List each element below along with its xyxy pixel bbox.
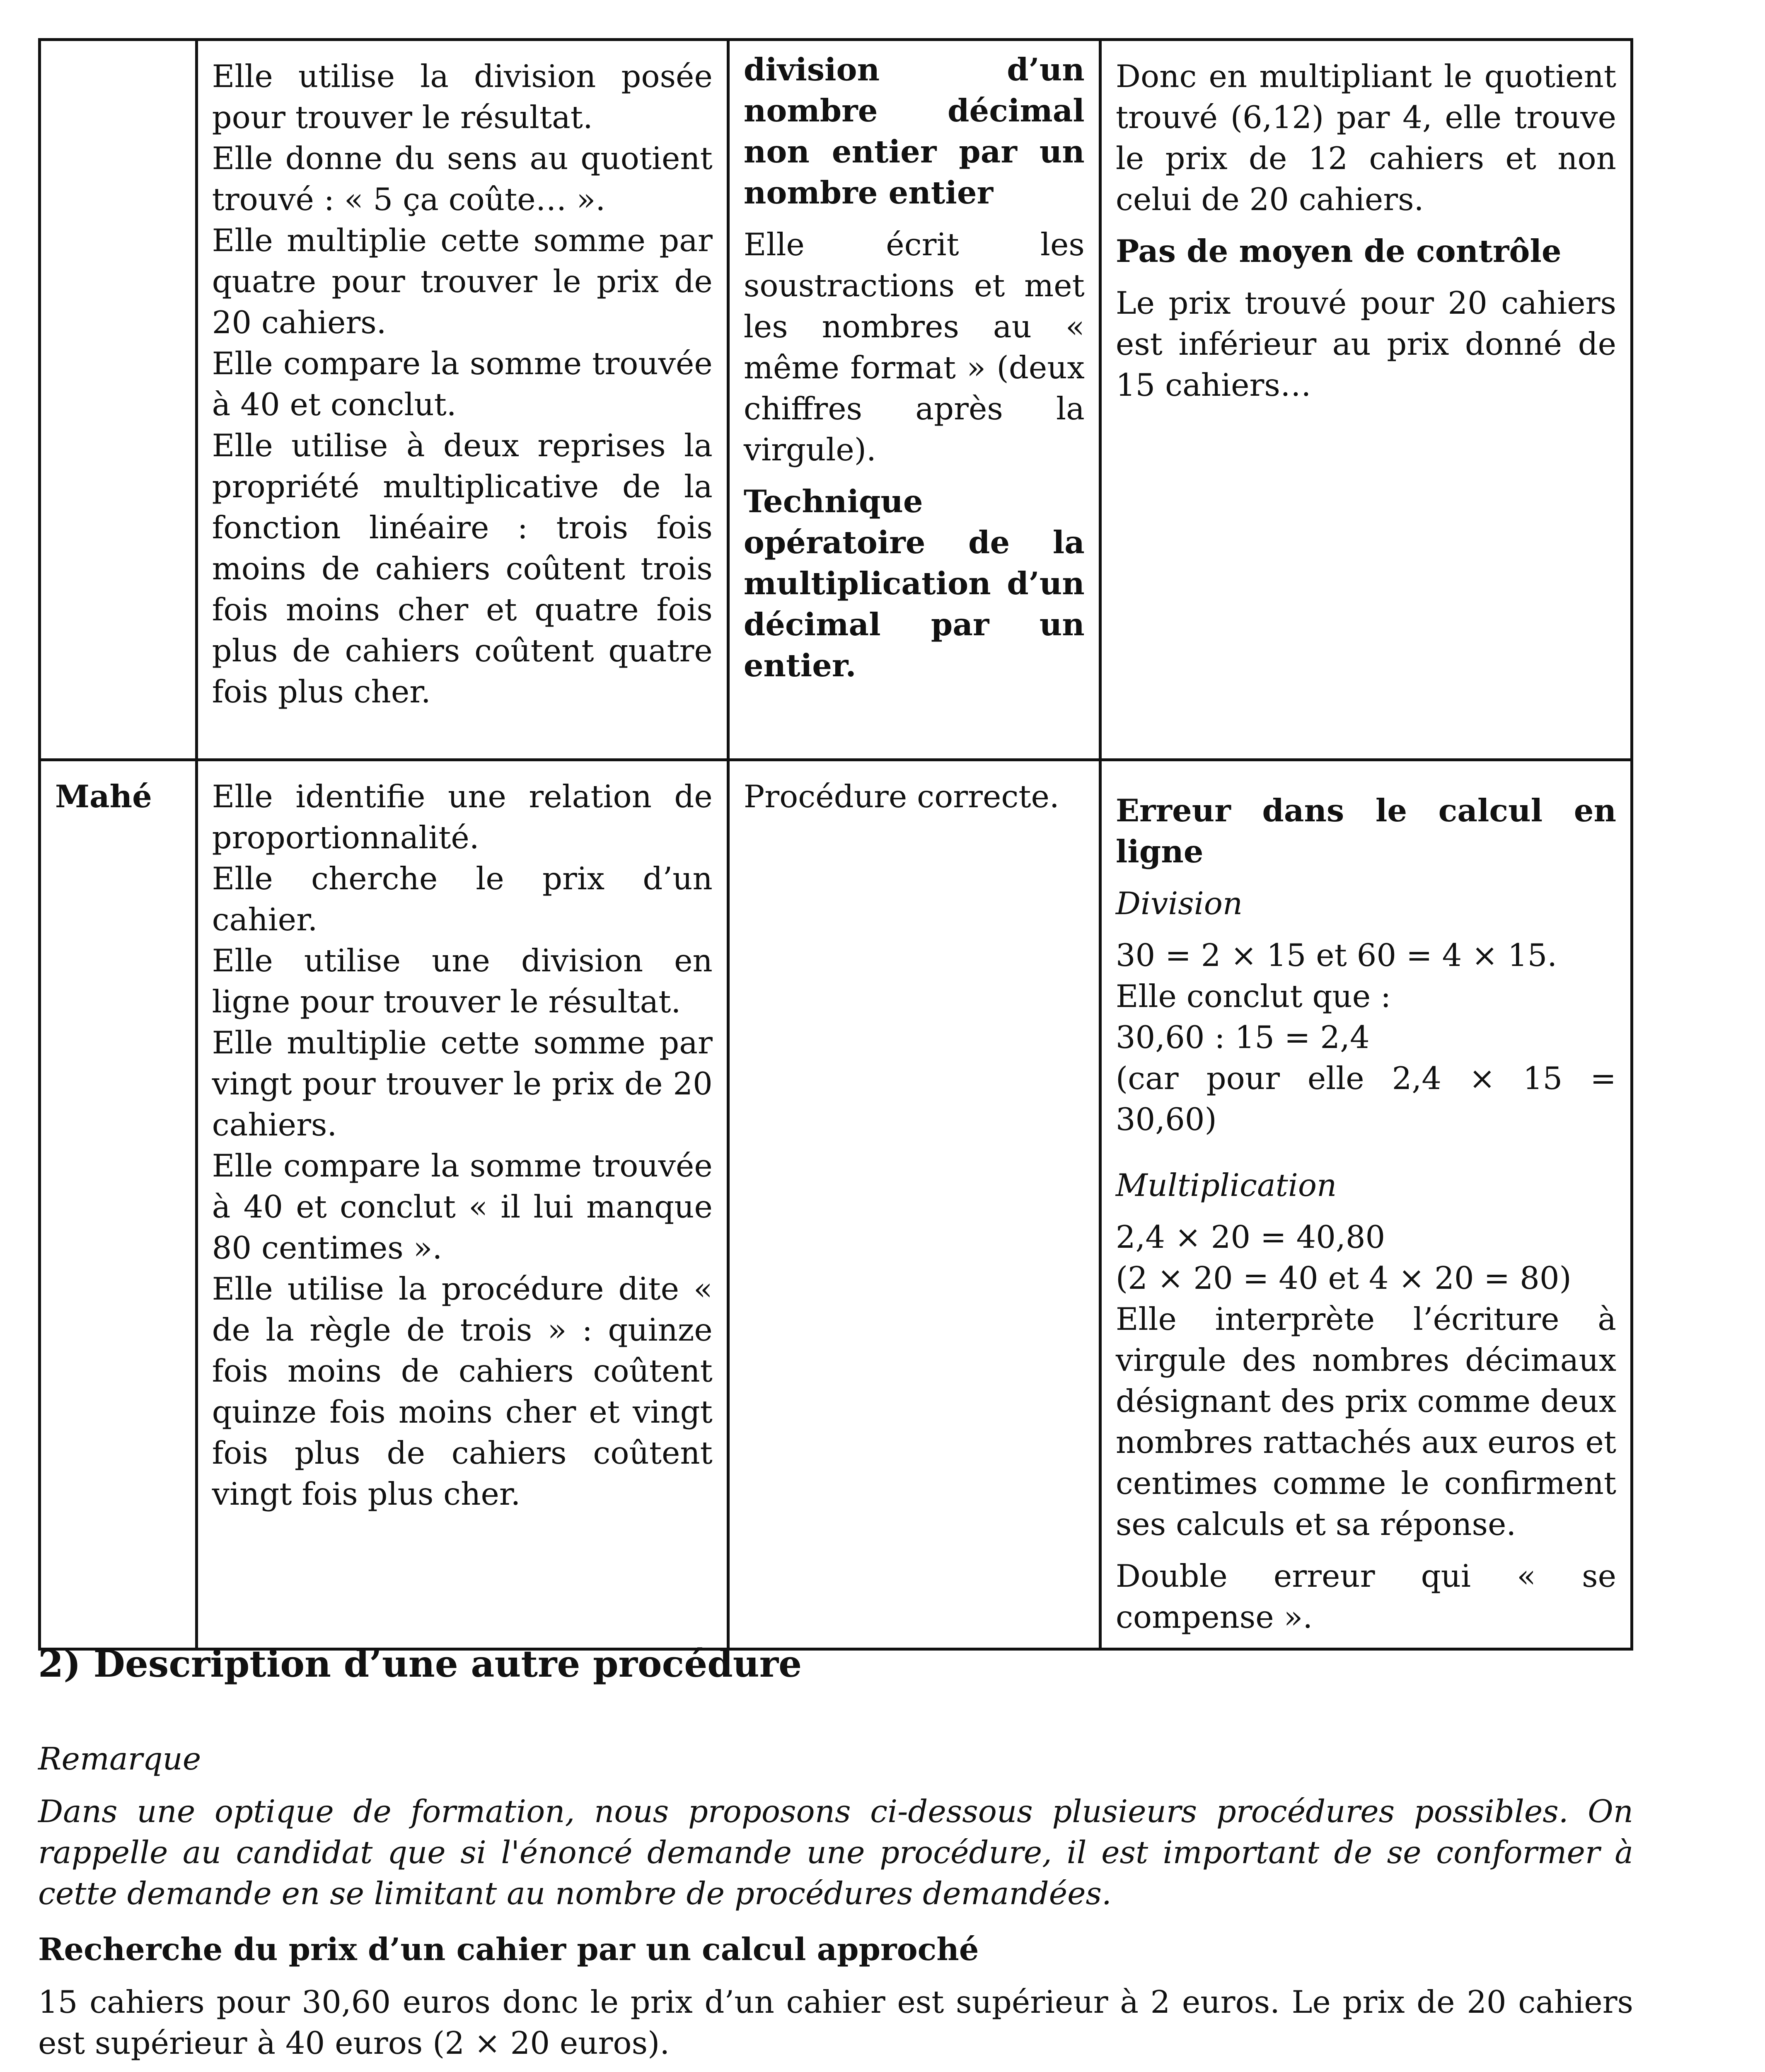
procedure-line: Elle multiplie cette somme par quatre pour trouver le prix de 20 cahiers. — [212, 222, 713, 341]
student-name-cell — [40, 40, 197, 760]
error-text: Donc en multipliant le quotient trouvé (6,12) par 4, elle trouve le prix de 12 cahiers et non celui de 20 cahiers. — [1115, 58, 1616, 218]
error-heading: Erreur dans le calcul en ligne — [1115, 792, 1616, 870]
remark-label: Remarque — [38, 1740, 201, 1777]
error-subheading: Division — [1115, 885, 1243, 922]
procedure-line: Elle identifie une relation de proportionnalité. — [212, 778, 713, 856]
error-equation: 2,4 × 20 = 40,80 — [1115, 1219, 1385, 1255]
procedure-cell — [196, 760, 728, 1649]
procedure-title: Recherche du prix d’un cahier par un calcul approché — [38, 1931, 979, 1968]
remark-block — [38, 1738, 1633, 1914]
procedure-line: Elle donne du sens au quotient trouvé : « 5 ça coûte… ». — [212, 140, 713, 218]
procedure-line: Elle compare la somme trouvée à 40 et conclut. — [212, 345, 713, 423]
analysis-table — [38, 38, 1633, 1651]
table-row — [40, 40, 1632, 760]
error-equation: (2 × 20 = 40 et 4 × 20 = 80) — [1115, 1260, 1572, 1296]
knowledge-text: Elle écrit les soustractions et met les nombres au « même format » (deux chiffres après la virgule). — [743, 226, 1085, 468]
knowledge-cell: Procédure correcte. — [728, 760, 1100, 1649]
error-text: Elle conclut que : — [1115, 978, 1391, 1014]
procedure-line: Elle utilise la procédure dite « de la règle de trois » : quinze fois moins de cahiers coûtent quinze fois moins cher et vingt fois plus de cahiers coûtent vingt fois plus cher. — [212, 1271, 713, 1512]
error-subheading: Multiplication — [1115, 1167, 1337, 1203]
knowledge-heading: Technique opératoire de la multiplication d’un décimal par un entier. — [743, 483, 1085, 684]
section-title: 2) Description d’une autre procédure — [38, 1642, 802, 1685]
knowledge-cell — [728, 40, 1100, 760]
error-equation: 30,60 : 15 = 2,4 — [1115, 1019, 1370, 1055]
procedure-text: 15 cahiers pour 30,60 euros donc le prix d’un cahier est supérieur à 2 euros. Le prix de 20 cahiers est supérieur à 40 euros (2 × 20 euros). — [38, 1984, 1633, 2061]
error-heading: Pas de moyen de contrôle — [1115, 233, 1562, 269]
error-text: Elle interprète l’écriture à virgule des nombres décimaux désignant des prix comme deux nombres rattachés aux euros et centimes comme le confirment ses calculs et sa réponse. — [1115, 1301, 1616, 1542]
table-row — [40, 760, 1632, 1649]
error-equation: (car pour elle 2,4 × 15 = 30,60) — [1115, 1060, 1616, 1138]
procedure-line: Elle multiplie cette somme par vingt pour trouver le prix de 20 cahiers. — [212, 1024, 713, 1143]
procedure-cell — [196, 40, 728, 760]
procedure-line: Elle utilise la division posée pour trouver le résultat. — [212, 58, 713, 136]
procedure-line: Elle cherche le prix d’un cahier. — [212, 860, 713, 938]
procedure-block-1 — [38, 1929, 1633, 2064]
error-text: Le prix trouvé pour 20 cahiers est inférieur au prix donné de 15 cahiers… — [1115, 285, 1616, 403]
remark-text: Dans une optique de formation, nous proposons ci-dessous plusieurs procédures possibles. On rappelle au candidat que si l'énoncé demande une procédure, il est important de se conformer à cette demande en se limitant au nombre de procédures demandées. — [38, 1793, 1633, 1912]
errors-cell — [1100, 40, 1632, 760]
procedure-line: Elle utilise une division en ligne pour trouver le résultat. — [212, 942, 713, 1020]
errors-cell — [1100, 760, 1632, 1649]
error-text: Double erreur qui « se compense ». — [1115, 1558, 1616, 1635]
procedure-line: Elle utilise à deux reprises la propriété multiplicative de la fonction linéaire : trois fois moins de cahiers coûtent trois fois moins cher et quatre fois plus de cahiers coûtent quatre fois plus cher. — [212, 427, 713, 710]
knowledge-heading: division d’un nombre décimal non entier par un nombre entier — [743, 51, 1085, 211]
error-equation: 30 = 2 × 15 et 60 = 4 × 15. — [1115, 937, 1557, 973]
student-name-cell: Mahé — [40, 760, 197, 1649]
procedure-line: Elle compare la somme trouvée à 40 et conclut « il lui manque 80 centimes ». — [212, 1147, 713, 1266]
